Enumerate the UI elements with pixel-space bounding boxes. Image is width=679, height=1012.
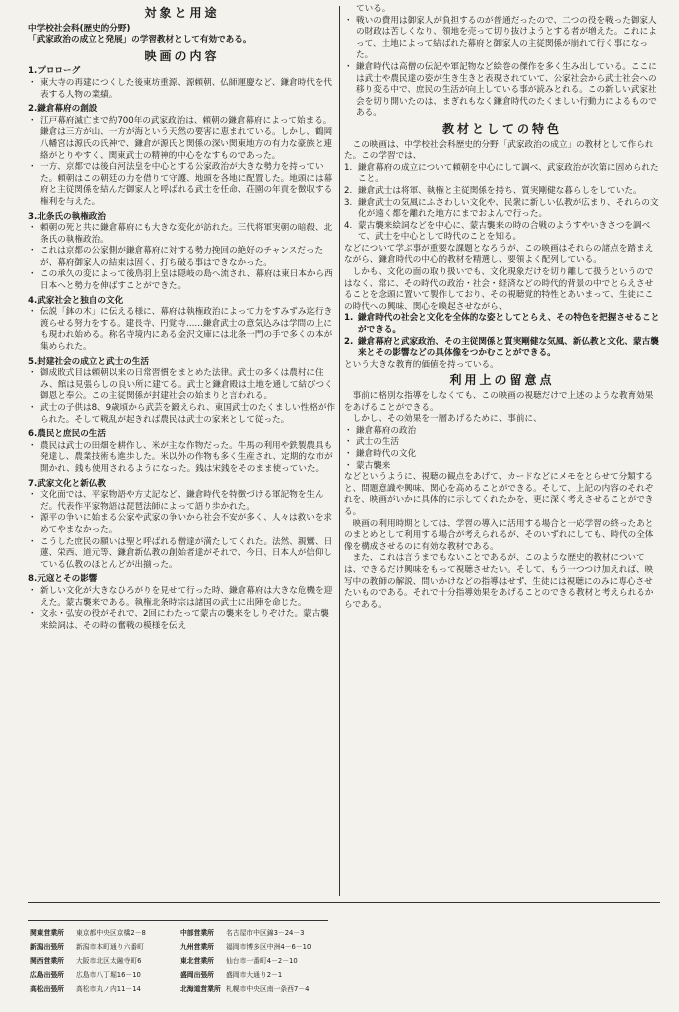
heading-material-features: 教材としての特色 (441, 121, 562, 136)
bullet: ・ 文永・弘安の役がそれで、2回にわたって蒙古の襲来をしりぞけた。蒙古襲来絵詞は、その時の奮戦の模様を伝え (28, 609, 336, 632)
section-mongol-invasion: 8.元寇とその影響 (28, 574, 98, 585)
heading-film-content: 映画の内容 (144, 48, 220, 63)
office-name: 新潟出張所 (30, 943, 64, 951)
bullet: ・ この承久の変によって後鳥羽上皇は隠岐の島へ流され、幕府は東日本から西日本へと勢力を伸ばすことができた。 (28, 269, 336, 292)
numbered-item: 1. 鎌倉幕府の成立について頼朝を中心にして調べ、武家政治が次第に固められたこと。 (344, 162, 659, 185)
bullet: ・ 伝説「鉢の木」に伝える様に、幕府は執権政治によって力をすみずみ迄行き渡らせる努力をする。建長寺、円覚寺……鎌倉武士の意気込みは学問の上にも現われ始める。称名寺境内にある金沢文庫には北条一門の手で多くの本が集められた。 (28, 307, 336, 353)
office-name: 中部営業所 (180, 929, 214, 937)
office-name: 盛岡出張所 (180, 971, 214, 979)
office-name: 関東営業所 (30, 929, 64, 937)
paragraph: 事前に格別な指導をしなくても、この映画の視聴だけで上述のような教育効果をあげることができる。 (344, 391, 654, 413)
office-address: 名古屋市中区錦3－24－3 (226, 929, 305, 937)
paragraph: などについて学ぶ事が重要な課題となろうが、この映画はそれらの諸点を踏まえながら、鎌倉時代の中心的教材を精選し、要領よく配列している。 (344, 243, 654, 266)
bullet: ・ これは京都の公家側が鎌倉幕府に対する勢力挽回の絶好のチャンスだったが、幕府御家人の結束は固く、打ち破る事はできなかった。 (28, 246, 336, 269)
bullet: ・ 源平の争いに始まる公家や武家の争いから社会不安が多く、人々は救いを求めてやまなかった。 (28, 513, 336, 536)
footer-top-rule (28, 920, 328, 921)
office-name: 北海道営業所 (180, 985, 221, 993)
bullet: ・ 鎌倉時代は高僧の伝記や軍記物など絵巻の傑作を多く生み出している。ここには武士や農民達の姿が生き生きと表現されていて、公家社会から武士社会への移り変る中で、庶民の生活が向上している事が読みとれる。この新しい武家社会を切り開いたのは、まぎれもなく鎌倉時代のたくましい行動力によるものである。 (344, 62, 660, 120)
list-item: ・ 鎌倉幕府の政治 (344, 426, 660, 438)
section-kamakura-founding: 2.鎌倉幕府の創設 (28, 104, 98, 115)
office-address: 広島市八丁堀16－10 (76, 971, 141, 979)
heading-target-use: 対象と用途 (144, 6, 220, 20)
office-row (30, 926, 330, 940)
office-name: 広島出張所 (30, 971, 64, 979)
target-purpose: 「武家政治の成立と発展」の学習教材として有効である。 (28, 35, 252, 46)
office-row (30, 940, 330, 954)
office-name: 東北営業所 (180, 957, 214, 965)
continued-text: ている。 (356, 4, 391, 14)
office-address: 盛岡市大通り2－1 (226, 971, 283, 979)
office-row (30, 982, 330, 996)
section-hojo-regency: 3.北条氏の執権政治 (28, 211, 106, 222)
office-name: 高松出張所 (30, 985, 64, 993)
office-directory (30, 926, 330, 996)
office-address: 福岡市博多区中洲4－6－10 (226, 943, 312, 951)
bullet: ・ 御成敗式目は頼朝以来の日常習慣をまとめた法律。武士の多くは農村に住み、館は見張らしの良い所に建てる。武士と鎌倉殿は土地を通して結びつく御恩と奉公。この主従関係が封建社会の始まりと言われる。 (28, 368, 336, 403)
list-item: ・ 武士の生活 (344, 437, 660, 449)
bullet: ・ 頼朝の死と共に鎌倉幕府にも大きな変化が訪れた。三代将軍実朝の暗殺、北条氏の執権政治。 (28, 223, 336, 246)
office-address: 札幌市中央区南一条西7－4 (226, 985, 310, 993)
section-feudal-society: 5.封建社会の成立と武士の生活 (28, 356, 149, 367)
bullet: ・ こうした庶民の願いは聖と呼ばれる僧達が満たしてくれた。法然、親鸞、日蓮、栄西、道元等、鎌倉新仏教の創始者達がそれで、今日、日本人が信仰している仏教のほとんどが出揃った。 (28, 537, 336, 572)
paragraph: などというように、視聴の観点をあげて、カードなどにメモをとらせて分類すると、問題意識や興味、関心を高めることができる。そして、上記の内容のそれぞれを、映画がいかに具体的に示してくれたかを、更に深く考えさせることができる。 (344, 472, 654, 517)
section-farmers: 6.農民と庶民の生活 (28, 429, 106, 440)
office-address: 新潟市本町通り六番町 (76, 943, 144, 951)
right-column (344, 4, 660, 611)
office-address: 大阪市北区太融寺町6 (76, 957, 142, 965)
section-buddhism: 7.武家文化と新仏教 (28, 478, 106, 489)
numbered-item-bold: 2. 鎌倉幕府と武家政治、その主従関係と質実剛健な気風、新仏教と文化、蒙古襲来とその影響などの具体像をつかむことができる。 (344, 336, 659, 359)
office-address: 仙台市一番町4－2－10 (226, 957, 298, 965)
list-item: ・ 蒙古襲来 (344, 461, 660, 473)
left-column (28, 4, 336, 632)
numbered-item-bold: 1. 鎌倉時代の社会と文化を全体的な姿としてとらえ、その特色を把握させることができる。 (344, 313, 660, 336)
section-warrior-culture: 4.武家社会と独自の文化 (28, 295, 124, 306)
bullet: ・ 東大寺の再建につくした後東坊重源、源頼朝、仏師運慶など、鎌倉時代を代表する人物の業績。 (28, 78, 336, 101)
paragraph: しかし、その効果を一層あげるために、事前に、 (352, 414, 542, 425)
office-row (30, 954, 330, 968)
office-row (30, 968, 330, 982)
target-subject: 中学校社会科(歴史的分野) (28, 23, 131, 34)
paragraph: 映画の利用時期としては、学習の導入に活用する場合と一応学習の終ったあとのまとめとして利用する場合が考えられるが、そのいずれにしても、時代の全体像を構成させるのに有効な教材である。 (344, 518, 654, 552)
office-address: 高松市丸ノ内11－14 (76, 985, 141, 993)
paragraph: この映画は、中学校社会科歴史的分野「武家政治の成立」の教材として作られた。この学習では、 (344, 139, 654, 162)
paragraph: また、これは言うまでもないことであるが、このような歴史的教材については、できるだけ興味をもって視聴させたい。そして、もう一つつけ加えれば、映写中の教師の解説、問いかけなどの指導はせず、生徒には視聴にのみに専心させたいものである。それで十分指導効果をあげることのできる教材と考えられるからである。 (344, 553, 654, 610)
office-name: 九州営業所 (180, 943, 214, 951)
numbered-item: 3. 鎌倉武士の気風にふさわしい文化や、民衆に新しい仏教が広まり、それらの文化が遠く都を離れた地方にまでおよんで行った。 (344, 197, 659, 220)
office-address: 東京都中央区京橋2－8 (76, 929, 146, 937)
bullet: ・ 新しい文化が大きなひろがりを見せて行った時、鎌倉幕府は大きな危機を迎えた。蒙古襲来である。執権北条時宗は諸国の武士に出陣を命じた。 (28, 586, 336, 609)
heading-usage-notes: 利用上の留意点 (449, 373, 555, 388)
numbered-item: 2. 鎌倉武士は将軍、執権と主従関係を持ち、質実剛健な暮らしをしていた。 (344, 185, 642, 196)
paragraph: という大きな教育的価値を持っている。 (344, 359, 499, 370)
office-name: 関西営業所 (30, 957, 64, 965)
bullet: ・ 戦いの費用は御家人が負担するのが普通だったので、二つの役を戦った御家人の財政は苦しくなり、領地を売って切り抜けようとする者が増えた。これによって、土地によって結ばれた幕府と御家人の主従関係が崩れて行く事になった。 (344, 16, 660, 62)
list-item: ・ 鎌倉時代の文化 (344, 449, 660, 461)
bullet: ・ 文化面では、平家物語や方丈記など、鎌倉時代を特徴づける軍記物を生んだ。代表作平家物語は琵琶法師によって語り歩かれた。 (28, 490, 336, 513)
column-divider (339, 6, 340, 896)
bullet: ・ 一方、京都では後白河法皇を中心とする公家政治が大きな勢力を持っていた。頼朝はこの朝廷の力を借りて守護、地頭を各地に配置した。地頭には幕府と主従関係を結んだ御家人と呼ばれる武士を任命、荘園の年貢を徴収する権利を与えた。 (28, 162, 336, 208)
bullet: ・ 農民は武士の田畑を耕作し、米が主な作物だった。牛馬の利用や鉄製農具も発達し、農業技術も進歩した。米以外の作物も多く生産され、定期的な市が開かれ、銭も使用されるようになった。銭は宋銭をそのまま使っていた。 (28, 441, 336, 476)
paragraph: しかも、文化の面の取り扱いでも、文化現象だけを切り離して扱うというのではなく、常に、その時代の政治・社会・経済などの時代的背景の中でとらえさせることを念頭に置いて製作しており、その視聴覚的特性とあいまって、生徒にこの時代への興味、関心を喚起させながら、 (344, 267, 654, 312)
section-prologue: 1.プロローグ (28, 66, 81, 77)
bullet: ・ 武士の子供は8、9歳頃から武芸を鍛えられ、東国武士のたくましい性格が作られた。そして戦乱が起きれば農民は武士の家来として従った。 (28, 403, 336, 426)
footer-divider (28, 902, 660, 903)
numbered-item: 4. 蒙古襲来絵詞などを中心に、蒙古襲来の時の合戦のようすやいきさつを調べて、武士を中心として時代のことを知る。 (344, 220, 651, 243)
bullet: ・ 江戸幕府滅亡まで約700年の武家政治は、頼朝の鎌倉幕府によって始まる。鎌倉は三方が山、一方が海という天然の要害に恵まれている。しかし、鶴岡八幡宮は源氏の氏神で、鎌倉が源氏と関係の深い関東地方の有力な豪族と連絡がとりやすく、関東武士の精神的中心をなすものであった。 (28, 116, 336, 162)
